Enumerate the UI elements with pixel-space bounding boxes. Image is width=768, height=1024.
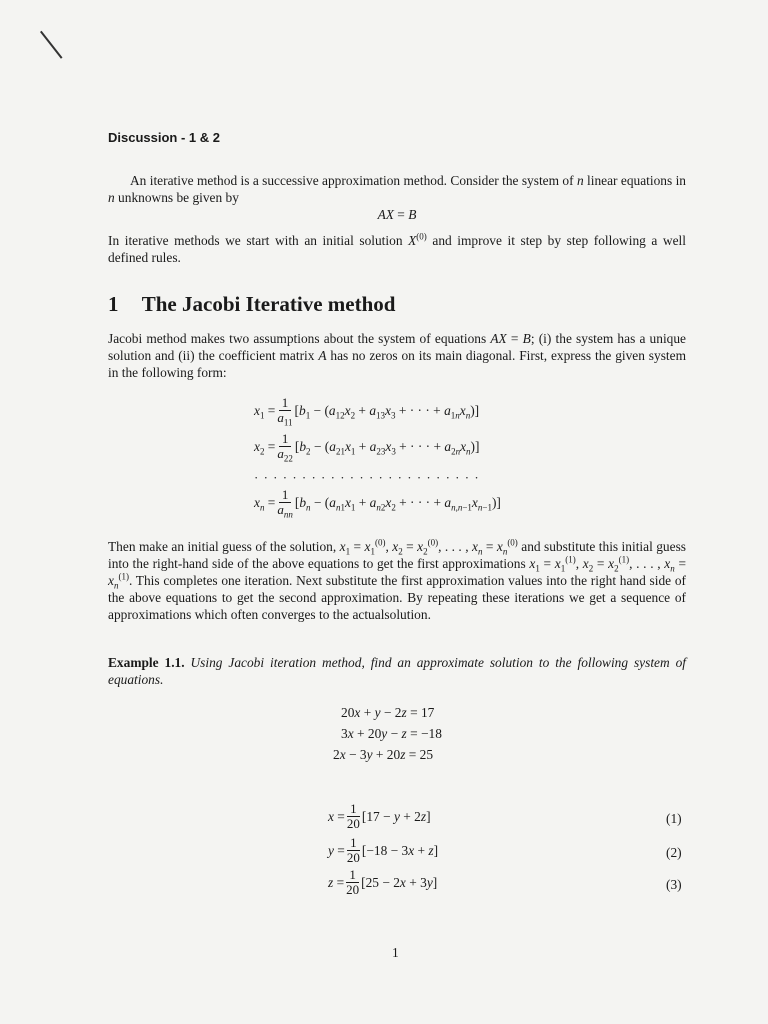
general-equation-1: $x_1$ = $\frac{1}{a_{11}}$ [$b_1 - (a_{12}x_2 + a_{13}x_3$ + · · · + $a_{1n}x_n$)]: [254, 395, 480, 428]
discussion-heading: Discussion - 1 & 2: [108, 130, 220, 145]
equation-tag-2: (2): [666, 845, 682, 860]
scan-mark: [40, 31, 62, 59]
intro-paragraph: An iterative method is a successive approximation method. Consider the system of n linear equations in n unknowns be given by: [108, 173, 686, 205]
page-number: 1: [392, 945, 399, 960]
system-equation-2: 3x + 20y − z = −18: [341, 726, 442, 741]
section-number: 1: [108, 292, 119, 316]
ellipsis-row: · · · · · · · · · · · · · · · · · · · · · · · ·: [254, 470, 480, 485]
section-title: [108, 292, 395, 317]
iteration-equation-1: x = $\frac{1}{20}$ [17 − y + 2z]: [328, 801, 431, 831]
example-statement: [108, 654, 686, 688]
section-title-text: The Jacobi Iterative method: [141, 292, 396, 316]
general-equation-2: $x_2$ = $\frac{1}{a_{22}}$ [$b_2 - (a_{21}x_1 + a_{23}x_3$ + · · · + $a_{2n}x_n$)]: [254, 431, 480, 464]
intro-equation: AX = B: [377, 207, 417, 222]
equation-tag-3: (3): [666, 877, 682, 892]
system-equation-3: 2x − 3y + 20z = 25: [333, 747, 434, 762]
intro-paragraph-2: In iterative methods we start with an initial solution $X^{(0)}$ and improve it step by step following a well defined rules.: [108, 231, 686, 265]
example-label: Example 1.1.: [108, 655, 185, 670]
equation-tag-1: (1): [666, 811, 682, 826]
iteration-paragraph: Then make an initial guess of the solution, $x_1 = x_1^{(0)}$, $x_2 = x_2^{(0)}$, . . . , $x_n = x_n^{(0)}$ and substitute this initial guess into the right-hand side of the above equations to get the first approximations $x_1 = x_1^{(1)}$, $x_2 = x_2^{(1)}$, . . . , $x_n = x_n^{(1)}$. This completes one iteration. Next substitute the first approximation values into the right hand side of the above equations to get the second approximation. By repeating these iterations we get a sequence of approximations which often converges to the actualsolution.: [108, 537, 686, 622]
iteration-equation-3: z = $\frac{1}{20}$ [25 − 2x + 3y]: [328, 867, 438, 897]
example-text: Using Jacobi iteration method, find an approximate solution to the following system of equations.: [108, 655, 686, 687]
iteration-equation-2: y = $\frac{1}{20}$ [−18 − 3x + z]: [328, 835, 439, 865]
general-equation-n: $x_n$ = $\frac{1}{a_{nn}}$ [$b_n - (a_{n1}x_1 + a_{n2}x_2$ + · · · + $a_{n,n-1}x_{n-1}$)]: [254, 487, 501, 520]
section-paragraph: Jacobi method makes two assumptions about the system of equations AX = B; (i) the system has a unique solution and (ii) the coefficient matrix A has no zeros on its main diagonal. First, express the given system in the following form:: [108, 331, 687, 380]
system-equation-1: 20x + y − 2z = 17: [341, 705, 435, 720]
